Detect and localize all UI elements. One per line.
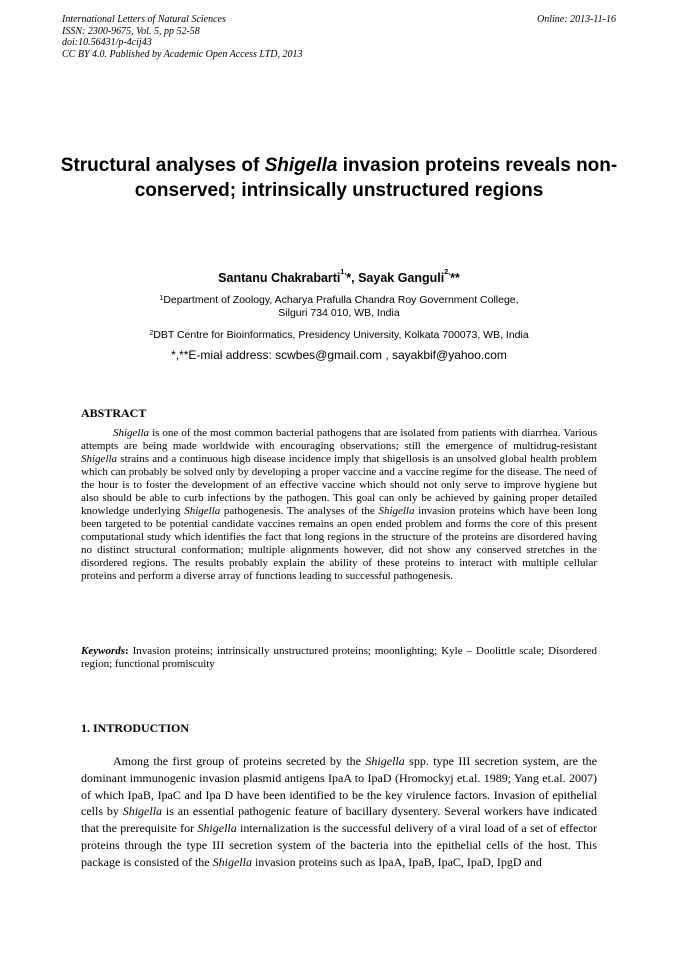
- author-1-name: Santanu Chakrabarti: [218, 271, 341, 285]
- introduction-text: [81, 753, 597, 871]
- author-1-affil: 1,: [340, 269, 347, 276]
- affiliation-2: [60, 329, 618, 342]
- license-line: CC BY 4.0. Published by Academic Open Access LTD, 2013: [62, 48, 303, 60]
- intro-seg-8: invasion proteins such as IpaA, IpaB, IpaC, IpaD, IpgD and: [251, 854, 542, 869]
- affiliation-1-line-1: Department of Zoology, Acharya Prafulla Chandra Roy Government College,: [163, 294, 519, 306]
- journal-name: International Letters of Natural Sciences: [62, 14, 226, 25]
- issn-line: ISSN: 2300-9675, Vol. 5, pp 52-58: [62, 25, 200, 37]
- intro-seg-4: is an essential pathogenic feature of bacillary dysentery. Several workers have indicated that the prerequisite for: [81, 804, 597, 836]
- intro-seg-0: Among the first group of proteins secreted by the: [113, 754, 366, 768]
- author-2-mark: **: [450, 271, 460, 285]
- keywords: [81, 645, 597, 671]
- abstract-text: [81, 427, 597, 583]
- intro-seg-5: Shigella: [197, 821, 237, 836]
- affiliation-2-line-1: DBT Centre for Bioinformatics, Presidency University, Kolkata 700073, WB, India: [153, 329, 529, 341]
- abstract-seg-4: Shigella: [184, 505, 221, 517]
- paper-title: [60, 153, 618, 203]
- keywords-label: Keywords: [81, 645, 125, 657]
- doi-line: doi:10.56431/p-4cij43: [62, 37, 152, 48]
- abstract-seg-3: strains and a continuous high disease incidence imply that shigellosis is an unsolved global health problem which can probably be solved only by developing a proper vaccine and a vaccine regime for the disease. The need of the hour is to foster the development of an effective vaccine which should not only serve to improve hygiene but also should be able to curb infections by the pathogen. This goal can only be achieved by gaining proper detailed knowledge underlying: [81, 453, 597, 517]
- intro-seg-2: spp. type III secretion system, are the dominant immunogenic invasion plasmid antigens IpaA to IpaD (Hromockyj et.al. 1989; Yang et.al. 2007) of which IpaB, IpaC and Ipa D have been identified to be the key virulence factors. Invasion of epithelial cells by: [81, 754, 597, 819]
- keywords-colon: :: [125, 645, 129, 657]
- intro-seg-7: Shigella: [212, 854, 252, 869]
- abstract-seg-1: is one of the most common bacterial pathogens that are isolated from patients with diarrhea. Various attempts are being made worldwide with encouraging observations; still the emergence of multidrug-resistant: [81, 427, 597, 452]
- affiliation-1: [60, 294, 618, 320]
- abstract-seg-2: Shigella: [81, 453, 118, 465]
- abstract-seg-7: invasion proteins which have been long been targeted to be potential candidate vaccines remains an open ended problem and forms the core of this present computational study which identifies the fact that long regions in the structure of the proteins are disordered having no distinct structural conformation; multiple alignments however, did not show any conserved stretches in the disordered regions. The results probably explain the ability of these proteins to interact with multiple cellular proteins and perform a diverse array of functions leading to successful pathogenesis.: [81, 505, 597, 582]
- keywords-text: Invasion proteins; intrinsically unstructured proteins; moonlighting; Kyle – Doolittle scale; Disordered region; functional promiscuity: [81, 645, 597, 670]
- abstract-seg-6: Shigella: [378, 505, 415, 517]
- abstract-seg-0: Shigella: [113, 427, 150, 439]
- author-line: [60, 271, 618, 285]
- author-2-name: Sayak Ganguli: [358, 271, 445, 285]
- affiliation-1-sup: 1: [159, 295, 164, 302]
- title-part-1: Structural analyses of: [60, 155, 265, 176]
- abstract-seg-5: pathogenesis. The analyses of the: [220, 505, 379, 517]
- abstract-heading: ABSTRACT: [81, 406, 147, 420]
- affiliation-1-line-2: Silguri 734 010, WB, India: [278, 307, 400, 319]
- online-date: Online: 2013-11-16: [537, 14, 616, 25]
- affiliation-2-sup: 2: [149, 330, 154, 337]
- journal-header: [62, 14, 616, 60]
- title-part-2: invasion proteins reveals non-conserved; intrinsically unstructured regions: [134, 155, 618, 201]
- intro-seg-3: Shigella: [122, 804, 163, 819]
- author-1-mark: *: [346, 271, 352, 285]
- author-2-affil: 2,: [444, 269, 451, 276]
- intro-seg-1: Shigella: [365, 754, 405, 768]
- email-address: *,**E-mial address: scwbes@gmail.com , sayakbif@yahoo.com: [171, 348, 507, 362]
- title-italic: Shigella: [264, 155, 338, 176]
- author-separator: ,: [351, 271, 359, 285]
- introduction-heading: 1. INTRODUCTION: [81, 721, 190, 735]
- intro-seg-6: internalization is the successful delivery of a viral load of a set of effector proteins through the type III secretion system of the bacteria into the epithelial cells of the host. This package is consisted of the: [81, 821, 597, 869]
